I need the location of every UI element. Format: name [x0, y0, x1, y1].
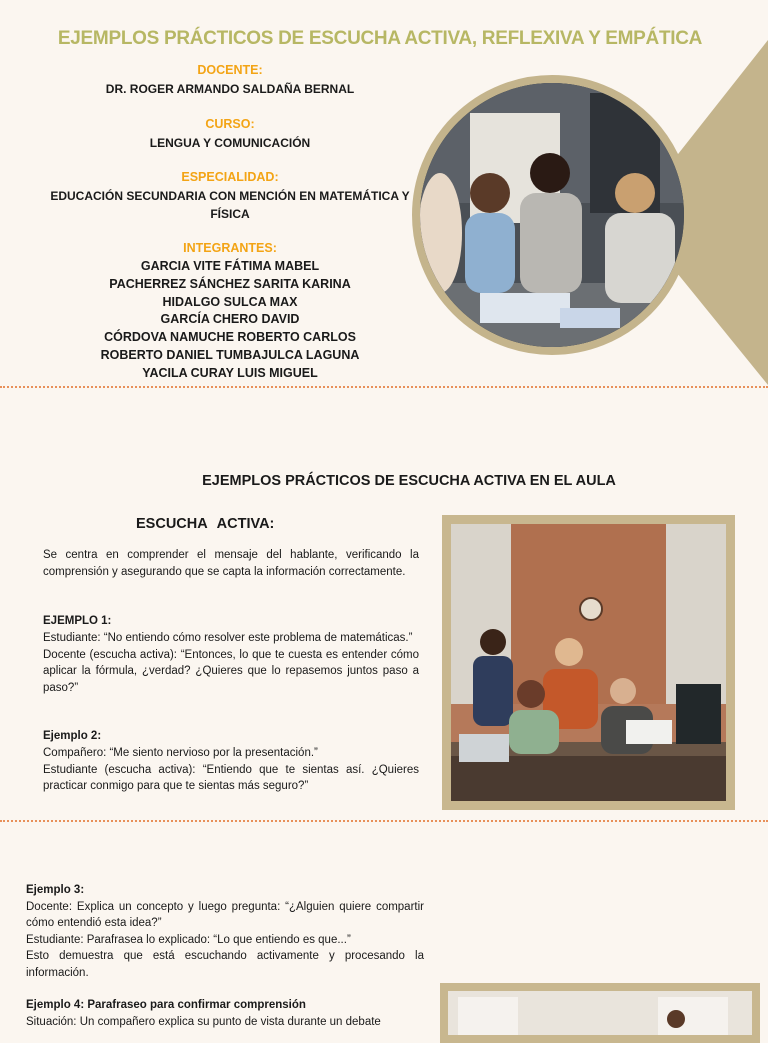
member-name: HIDALGO SULCA MAX [162, 294, 298, 309]
curso-value: LENGUA Y COMUNICACIÓN [149, 136, 311, 150]
docente-value: DR. ROGER ARMANDO SALDAÑA BERNAL [105, 82, 355, 96]
team-photo [412, 75, 692, 355]
section-divider [0, 386, 768, 388]
section-title-escucha-activa: EJEMPLOS PRÁCTICOS DE ESCUCHA ACTIVA EN EL AULA [202, 473, 616, 489]
section-divider [0, 820, 768, 822]
classroom-photo [442, 515, 735, 810]
example-2-student: Estudiante (escucha activa): “Entiendo que te sientas así. ¿Quieres practicar conmigo para que te sientas más seguro?” [43, 763, 419, 793]
example-3-title: Ejemplo 3: [26, 884, 85, 896]
members-list [30, 258, 430, 383]
example-4-situation: Situación: Un compañero explica su punto de vista durante un debate [26, 1015, 381, 1028]
bottom-photo [440, 983, 760, 1043]
example-3-teacher: Docente: Explica un concepto y luego pregunta: “¿Alguien quiere compartir cómo entendió esta idea?” [26, 900, 424, 929]
example-2-title: Ejemplo 2: [43, 730, 102, 742]
integrantes-label: INTEGRANTES: [183, 241, 277, 255]
example-1-student: Estudiante: “No entiendo cómo resolver este problema de matemáticas.” [43, 631, 413, 644]
member-name: PACHERREZ SÁNCHEZ SARITA KARINA [109, 276, 351, 291]
member-name: CÓRDOVA NAMUCHE ROBERTO CARLOS [104, 330, 356, 345]
docente-label: DOCENTE: [197, 63, 263, 77]
especialidad-value-line1: EDUCACIÓN SECUNDARIA CON MENCIÓN EN MATEMÁTICA Y [50, 189, 410, 203]
document-title: EJEMPLOS PRÁCTICOS DE ESCUCHA ACTIVA, REFLEXIVA Y EMPÁTICA [57, 28, 703, 49]
especialidad-value-line2: FÍSICA [210, 207, 250, 221]
example-1-teacher: Docente (escucha activa): “Entonces, lo que te cuesta es entender cómo aplicar la fórmula, ¿verdad? ¿Quieres que lo repasemos juntos paso a paso?” [43, 648, 419, 695]
example-1-title: EJEMPLO 1: [43, 615, 112, 627]
member-name: GARCÍA CHERO DAVID [160, 312, 300, 327]
member-name: ROBERTO DANIEL TUMBAJULCA LAGUNA [100, 347, 360, 362]
intro-paragraph: Se centra en comprender el mensaje del hablante, verificando la comprensión y asegurando que se capta la información correctamente. [43, 549, 419, 578]
member-name: GARCIA VITE FÁTIMA MABEL [140, 259, 320, 273]
example-2-peer: Compañero: “Me siento nervioso por la presentación.” [43, 746, 318, 759]
example-4-title: Ejemplo 4: Parafraseo para confirmar comprensión [26, 999, 306, 1011]
example-3-student: Estudiante: Parafrasea lo explicado: “Lo que entiendo es que...” [26, 933, 351, 946]
member-name: YACILA CURAY LUIS MIGUEL [142, 365, 318, 380]
example-3-note: Esto demuestra que está escuchando activamente y procesando la información. [26, 950, 424, 979]
curso-label: CURSO: [205, 117, 255, 131]
especialidad-label: ESPECIALIDAD: [181, 170, 279, 184]
subsection-title: ESCUCHA ACTIVA: [136, 516, 275, 532]
